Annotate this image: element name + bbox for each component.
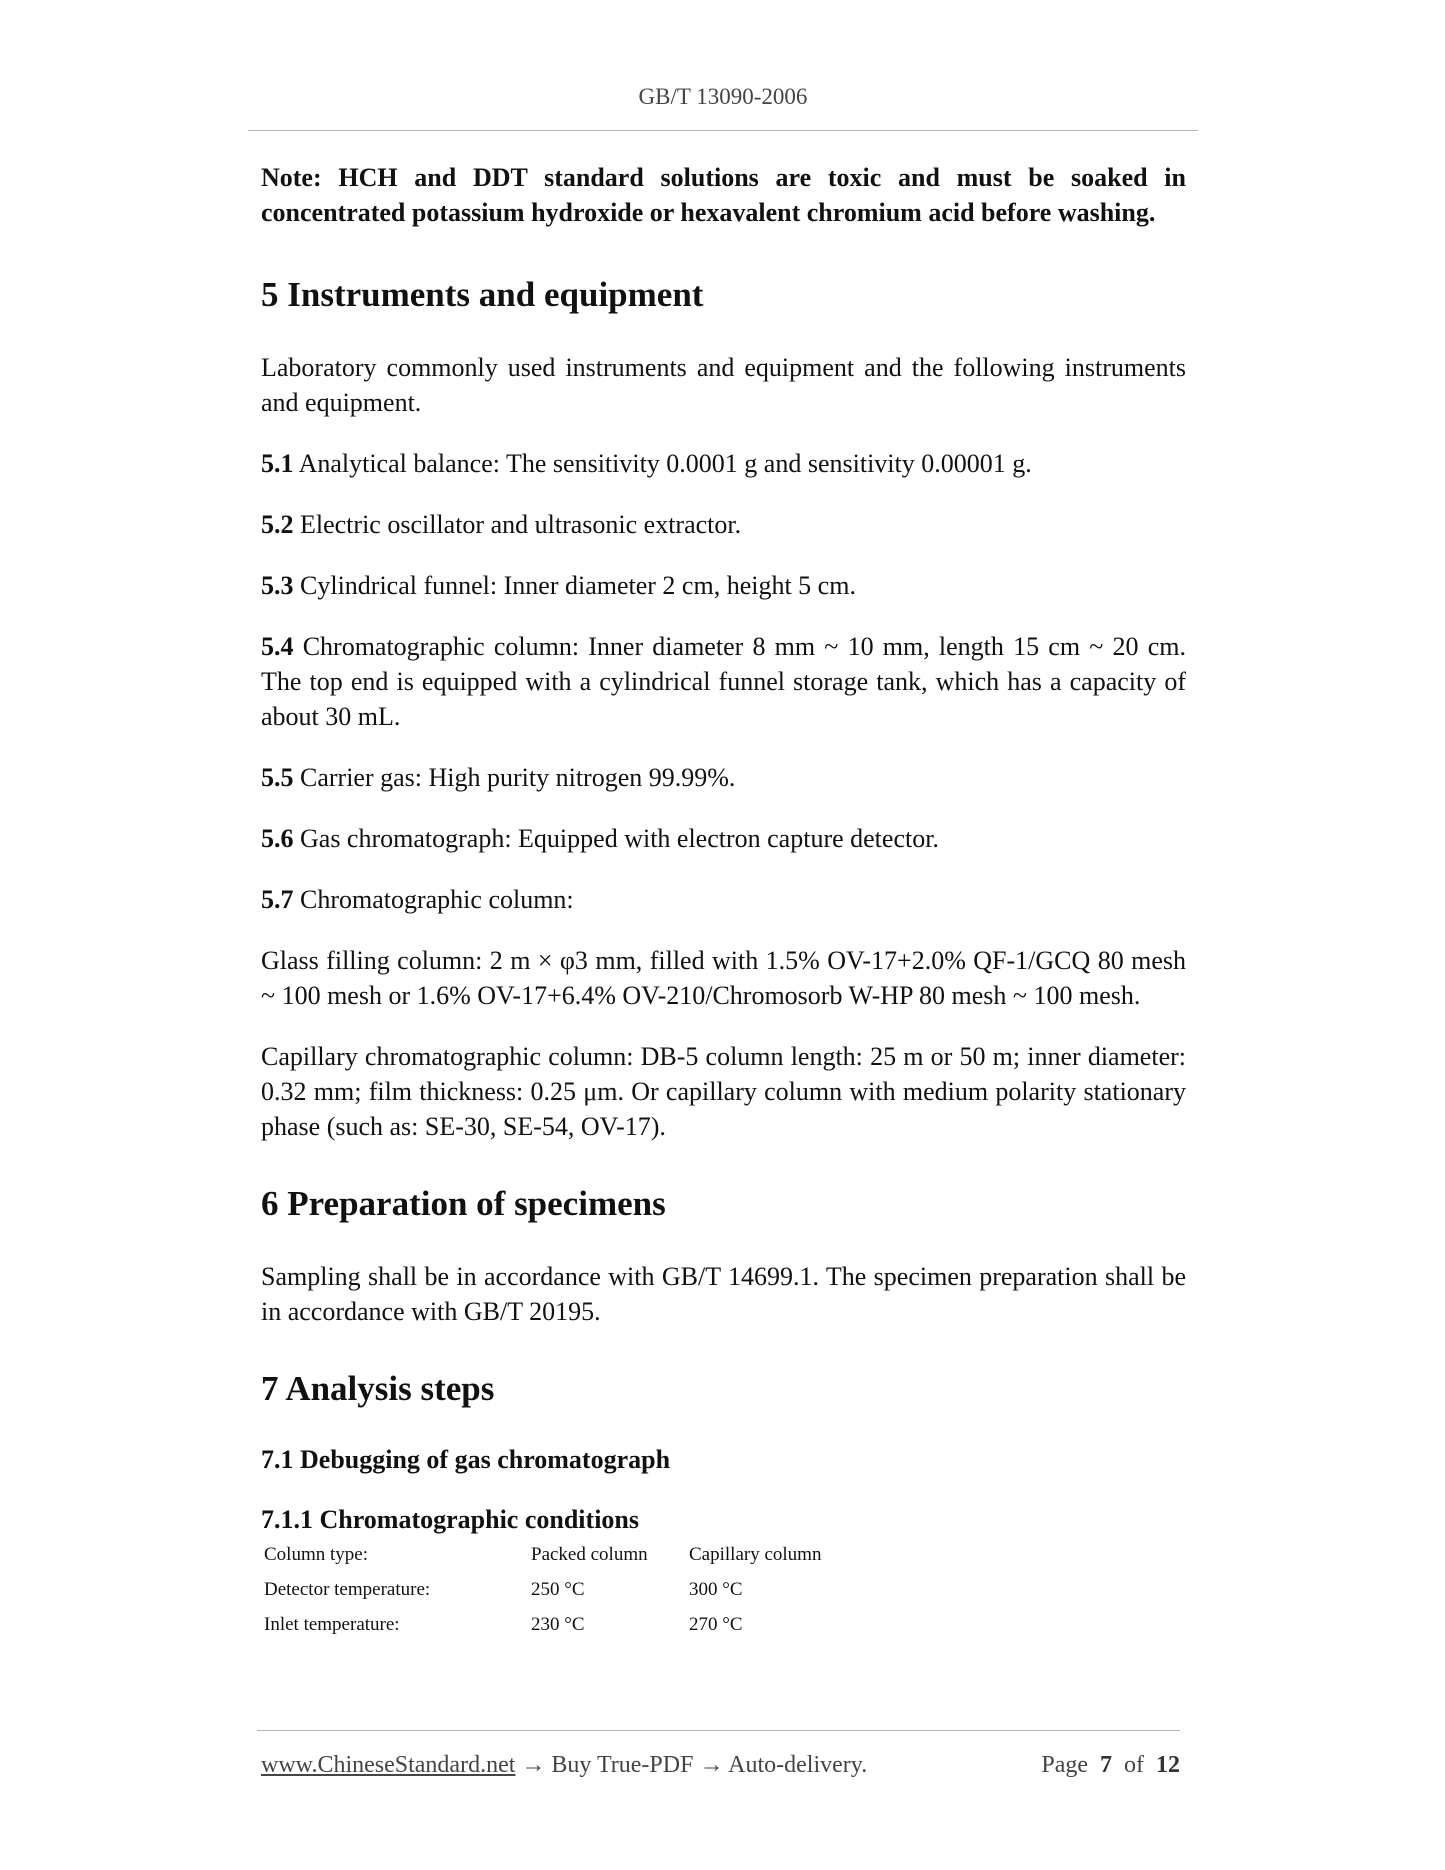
item-text: Cylindrical funnel: Inner diameter 2 cm, height 5 cm. bbox=[293, 571, 856, 600]
item-text: Carrier gas: High purity nitrogen 99.99%. bbox=[293, 763, 736, 792]
item-5-4 bbox=[261, 629, 1186, 734]
table-cell: Column type: bbox=[264, 1543, 368, 1565]
section-7-heading: 7 Analysis steps bbox=[261, 1369, 495, 1408]
capillary-column-paragraph: Capillary chromatographic column: DB-5 column length: 25 m or 50 m; inner diameter: 0.32 mm; film thickness: 0.25 μm. Or capillary column with medium polarity stationary phase (such as: SE-30, SE-54, OV-17). bbox=[261, 1042, 1186, 1141]
table-row bbox=[264, 1572, 889, 1607]
table-cell: Detector temperature: bbox=[264, 1578, 431, 1600]
item-5-3 bbox=[261, 568, 1186, 603]
table-cell: 270 °C bbox=[689, 1613, 743, 1635]
subsection-7-1-heading: 7.1 Debugging of gas chromatograph bbox=[261, 1445, 671, 1474]
page-number: 7 bbox=[1100, 1752, 1112, 1778]
buy-pdf-text: Buy True-PDF bbox=[551, 1752, 694, 1778]
glass-column-paragraph: Glass filling column: 2 m × φ3 mm, filled with 1.5% OV-17+2.0% QF-1/GCQ 80 mesh ~ 100 mesh or 1.6% OV-17+6.4% OV-210/Chromosorb W-HP 80 mesh ~ 100 mesh. bbox=[261, 946, 1186, 1010]
table-cell: 230 °C bbox=[531, 1613, 585, 1635]
page-total: 12 bbox=[1156, 1752, 1180, 1778]
website-link[interactable]: www.ChineseStandard.net bbox=[261, 1752, 516, 1778]
item-number: 5.1 bbox=[261, 449, 294, 478]
page-header: GB/T 13090-2006 bbox=[638, 84, 808, 109]
item-text: Chromatographic column: bbox=[293, 885, 574, 914]
item-number: 5.5 bbox=[261, 763, 294, 792]
note-paragraph: Note: HCH and DDT standard solutions are toxic and must be soaked in concentrated potassium hydroxide or hexavalent chromium acid before washing. bbox=[261, 163, 1186, 227]
section-6-heading: 6 Preparation of specimens bbox=[261, 1184, 666, 1223]
chromatographic-conditions-table bbox=[264, 1537, 889, 1642]
item-number: 5.4 bbox=[261, 632, 294, 661]
item-text: Electric oscillator and ultrasonic extractor. bbox=[293, 510, 742, 539]
table-cell: Inlet temperature: bbox=[264, 1613, 400, 1635]
header-divider bbox=[248, 130, 1198, 131]
table-row bbox=[264, 1607, 889, 1642]
page-indicator bbox=[1035, 1752, 1180, 1779]
item-5-7 bbox=[261, 882, 1186, 917]
item-number: 5.3 bbox=[261, 571, 294, 600]
item-text: Gas chromatograph: Equipped with electron capture detector. bbox=[293, 824, 939, 853]
footer-promo bbox=[261, 1752, 867, 1779]
table-cell: 300 °C bbox=[689, 1578, 743, 1600]
arrow-right-icon: → bbox=[521, 1752, 546, 1778]
footer-divider bbox=[257, 1730, 1180, 1731]
item-5-5 bbox=[261, 760, 1186, 795]
table-cell: Packed column bbox=[531, 1543, 648, 1565]
subsection-7-1-1-heading: 7.1.1 Chromatographic conditions bbox=[261, 1505, 639, 1534]
item-5-2 bbox=[261, 507, 1186, 542]
item-number: 5.2 bbox=[261, 510, 294, 539]
section-6-text: Sampling shall be in accordance with GB/T 14699.1. The specimen preparation shall be in accordance with GB/T 20195. bbox=[261, 1262, 1186, 1326]
page-label: Page bbox=[1041, 1752, 1088, 1778]
item-5-6 bbox=[261, 821, 1186, 856]
auto-delivery-text: Auto-delivery. bbox=[728, 1752, 868, 1778]
table-cell: 250 °C bbox=[531, 1578, 585, 1600]
table-row bbox=[264, 1537, 889, 1572]
section-5-intro: Laboratory commonly used instruments and equipment and the following instruments and equipment. bbox=[261, 353, 1186, 417]
table-cell: Capillary column bbox=[689, 1543, 822, 1565]
item-number: 5.7 bbox=[261, 885, 294, 914]
item-5-1 bbox=[261, 446, 1186, 481]
item-number: 5.6 bbox=[261, 824, 294, 853]
item-text: Analytical balance: The sensitivity 0.0001 g and sensitivity 0.00001 g. bbox=[293, 449, 1032, 478]
section-5-heading: 5 Instruments and equipment bbox=[261, 275, 704, 314]
page-content bbox=[261, 160, 1186, 1642]
item-text: Chromatographic column: Inner diameter 8 mm ~ 10 mm, length 15 cm ~ 20 cm. The top end is equipped with a cylindrical funnel storage tank, which has a capacity of about 30 mL. bbox=[261, 632, 1186, 731]
arrow-right-icon: → bbox=[699, 1752, 724, 1778]
of-label: of bbox=[1124, 1752, 1144, 1778]
